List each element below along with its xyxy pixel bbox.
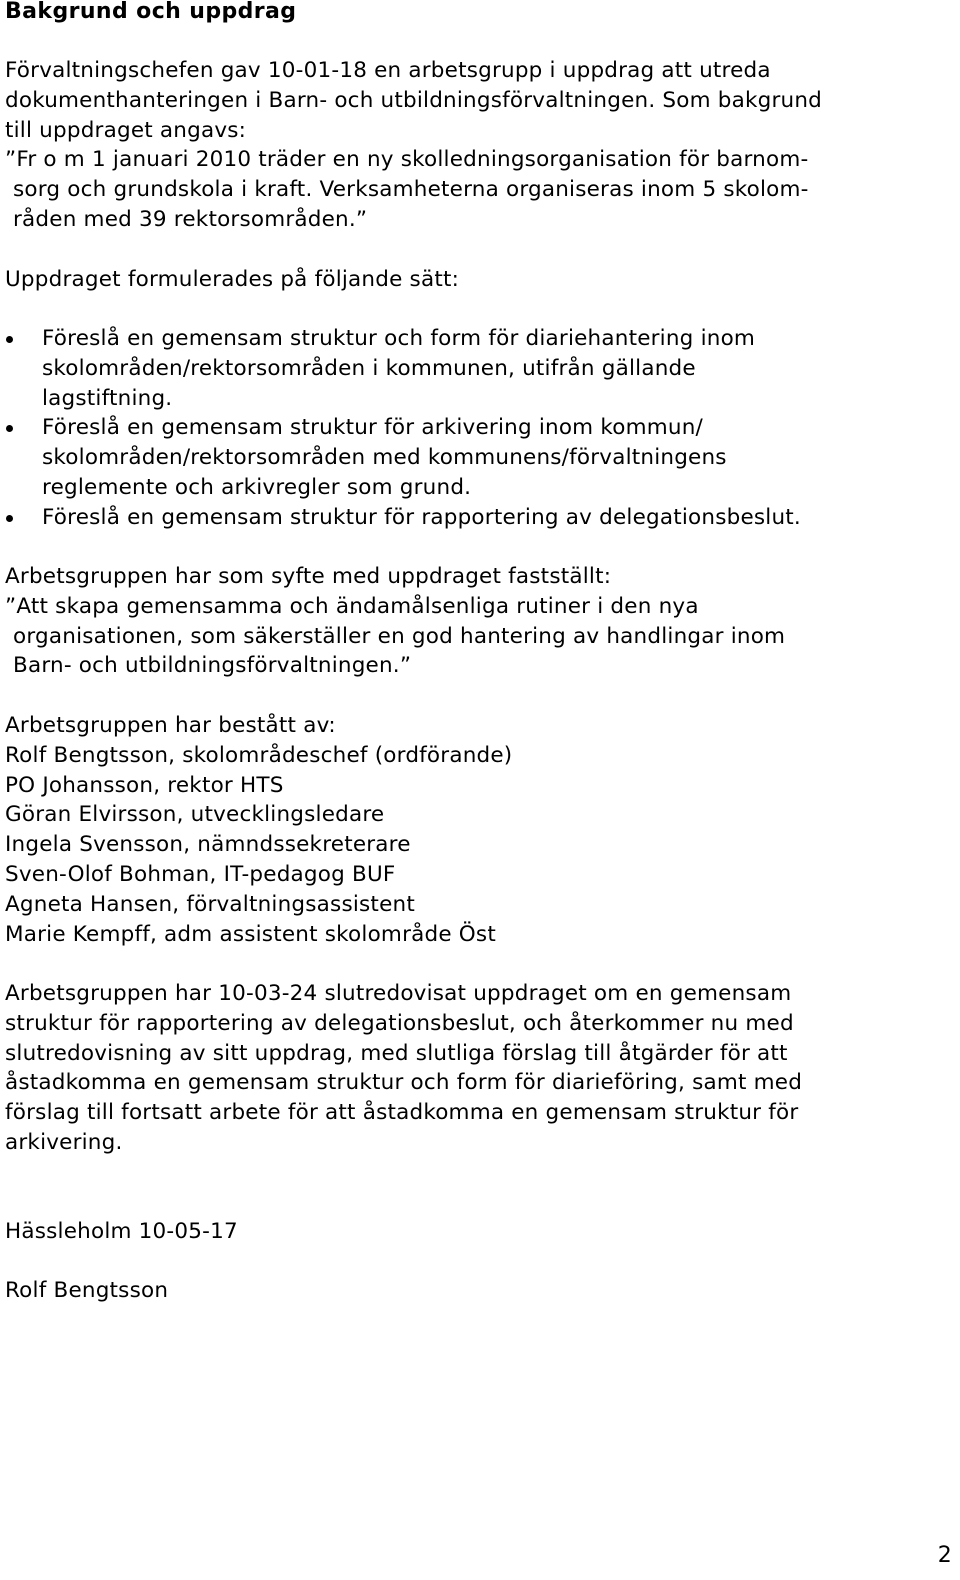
report-paragraph [5,979,802,1158]
report-line: arkivering. [5,1129,123,1155]
intro-quote-line: råden med 39 rektorsområden.” [13,206,368,232]
bullet-item [0,503,801,533]
member-item: Marie Kempff, adm assistent skolområde Öst [5,921,496,947]
report-line: åstadkomma en gemensam struktur och form för diarieföring, samt med [5,1070,803,1096]
intro-line: till uppdraget angavs: [5,117,247,143]
intro-paragraph [5,56,822,235]
bullet-line: Föreslå en gemensam struktur och form för diariehantering inom [42,326,756,351]
purpose-intro: Arbetsgruppen har som syfte med uppdraget fastställt: [5,564,612,589]
bullet-icon [6,425,13,432]
purpose-quote-line: organisationen, som säkerställer en god hantering av handlingar inom [13,623,786,649]
assignment-intro: Uppdraget formulerades på följande sätt: [5,267,460,292]
bullet-line: reglemente och arkivregler som grund. [42,474,472,500]
bullet-icon [6,515,13,522]
page-number: 2 [937,1543,952,1568]
bullet-line: skolområden/rektorsområden med kommunens/förvaltningens [42,445,727,471]
bullet-line: lagstiftning. [42,385,173,411]
purpose-quote-line: ”Att skapa gemensamma och ändamålsenliga rutiner i den nya [5,593,699,619]
report-line: struktur för rapportering av delegationsbeslut, och återkommer nu med [5,1010,794,1036]
member-item: Rolf Bengtsson, skolområdeschef (ordförande) [5,742,513,768]
bullet-icon [6,336,13,343]
bullet-item [0,324,801,413]
page-title: Bakgrund och uppdrag [5,0,297,24]
report-line: Arbetsgruppen har 10-03-24 slutredovisat uppdraget om en gemensam [5,981,792,1006]
member-item: Sven-Olof Bohman, IT-pedagog BUF [5,861,396,887]
member-item: Göran Elvirsson, utvecklingsledare [5,802,385,828]
purpose-quote-line: Barn- och utbildningsförvaltningen.” [13,653,412,679]
bullet-line: Föreslå en gemensam struktur för rapportering av delegationsbeslut. [42,504,801,530]
intro-quote-line: sorg och grundskola i kraft. Verksamheterna organiseras inom 5 skolom- [13,177,809,203]
member-item: PO Johansson, rektor HTS [5,772,284,798]
member-item: Agneta Hansen, förvaltningsassistent [5,891,415,917]
report-line: slutredovisning av sitt uppdrag, med slutliga förslag till åtgärder för att [5,1040,788,1066]
intro-line: dokumenthanteringen i Barn- och utbildningsförvaltningen. Som bakgrund [5,87,823,113]
place-date: Hässleholm 10-05-17 [5,1219,238,1244]
assignment-bullet-list [0,324,801,533]
members-paragraph [5,711,512,949]
bullet-line: Föreslå en gemensam struktur för arkivering inom kommun/ [42,415,703,441]
purpose-paragraph [5,562,785,681]
member-item: Ingela Svensson, nämndssekreterare [5,832,411,858]
bullet-line: skolområden/rektorsområden i kommunen, utifrån gällande [42,355,696,381]
bullet-item [0,413,801,502]
members-intro: Arbetsgruppen har bestått av: [5,713,336,738]
intro-quote-line: ”Fr o m 1 januari 2010 träder en ny skolledningsorganisation för barnom- [5,147,809,173]
intro-line: Förvaltningschefen gav 10-01-18 en arbetsgrupp i uppdrag att utreda [5,58,771,83]
signatory-name: Rolf Bengtsson [5,1278,169,1303]
report-line: förslag till fortsatt arbete för att åstadkomma en gemensam struktur för [5,1100,799,1126]
